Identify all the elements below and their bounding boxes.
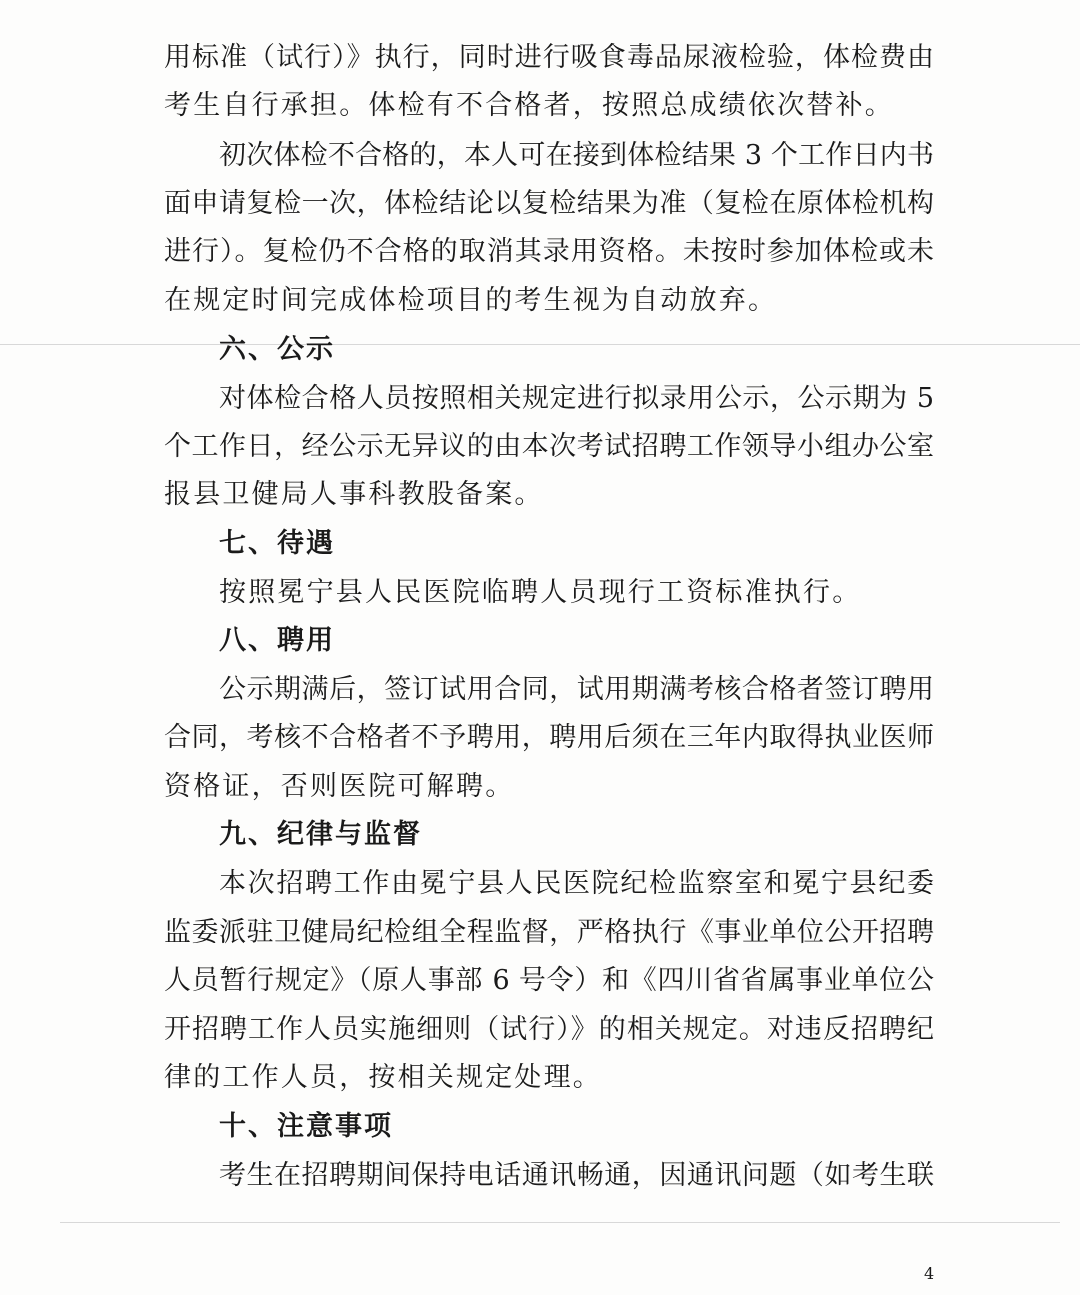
paragraph-line: 面申请复检一次，体检结论以复检结果为准（复检在原体检机构: [164, 188, 934, 219]
paragraph-line: 初次体检不合格的，本人可在接到体检结果 3 个工作日内书: [219, 140, 934, 171]
paragraph-line: 个工作日，经公示无异议的由本次考试招聘工作领导小组办公室: [164, 431, 934, 462]
paragraph-line: 监委派驻卫健局纪检组全程监督，严格执行《事业单位公开招聘: [164, 917, 934, 948]
paragraph-line: 对体检合格人员按照相关规定进行拟录用公示，公示期为 5: [219, 383, 934, 414]
paragraph-line: 公示期满后，签订试用合同，试用期满考核合格者签订聘用: [219, 674, 934, 705]
section-heading: 七、待遇: [219, 528, 335, 559]
page-number: 4: [924, 1264, 935, 1283]
paragraph-line: 考生自行承担。体检有不合格者，按照总成绩依次替补。: [164, 90, 894, 121]
section-heading: 九、纪律与监督: [219, 819, 422, 850]
paragraph-line: 在规定时间完成体检项目的考生视为自动放弃。: [164, 285, 778, 316]
paragraph-line: 律的工作人员，按相关规定处理。: [164, 1062, 602, 1093]
section-heading: 十、注意事项: [219, 1111, 393, 1142]
paragraph-line: 按照冕宁县人民医院临聘人员现行工资标准执行。: [219, 577, 862, 608]
scan-artifact-line: [60, 1222, 1060, 1223]
scan-artifact-line: [0, 344, 1080, 345]
section-heading: 六、公示: [219, 334, 335, 365]
paragraph-line: 合同，考核不合格者不予聘用，聘用后须在三年内取得执业医师: [164, 722, 934, 753]
paragraph-line: 考生在招聘期间保持电话通讯畅通，因通讯问题（如考生联: [219, 1160, 934, 1191]
paragraph-line: 开招聘工作人员实施细则（试行）》的相关规定。对违反招聘纪: [164, 1014, 934, 1045]
paragraph-line: 进行）。复检仍不合格的取消其录用资格。未按时参加体检或未: [164, 236, 934, 267]
paragraph-line: 资格证，否则医院可解聘。: [164, 771, 515, 802]
paragraph-line: 人员暂行规定》（原人事部 6 号令）和《四川省省属事业单位公: [164, 965, 934, 996]
paragraph-line: 报县卫健局人事科教股备案。: [164, 479, 544, 510]
section-heading: 八、聘用: [219, 625, 335, 656]
paragraph-line: 本次招聘工作由冕宁县人民医院纪检监察室和冕宁县纪委: [219, 868, 934, 899]
paragraph-line: 用标准（试行）》执行，同时进行吸食毒品尿液检验，体检费由: [164, 42, 934, 73]
